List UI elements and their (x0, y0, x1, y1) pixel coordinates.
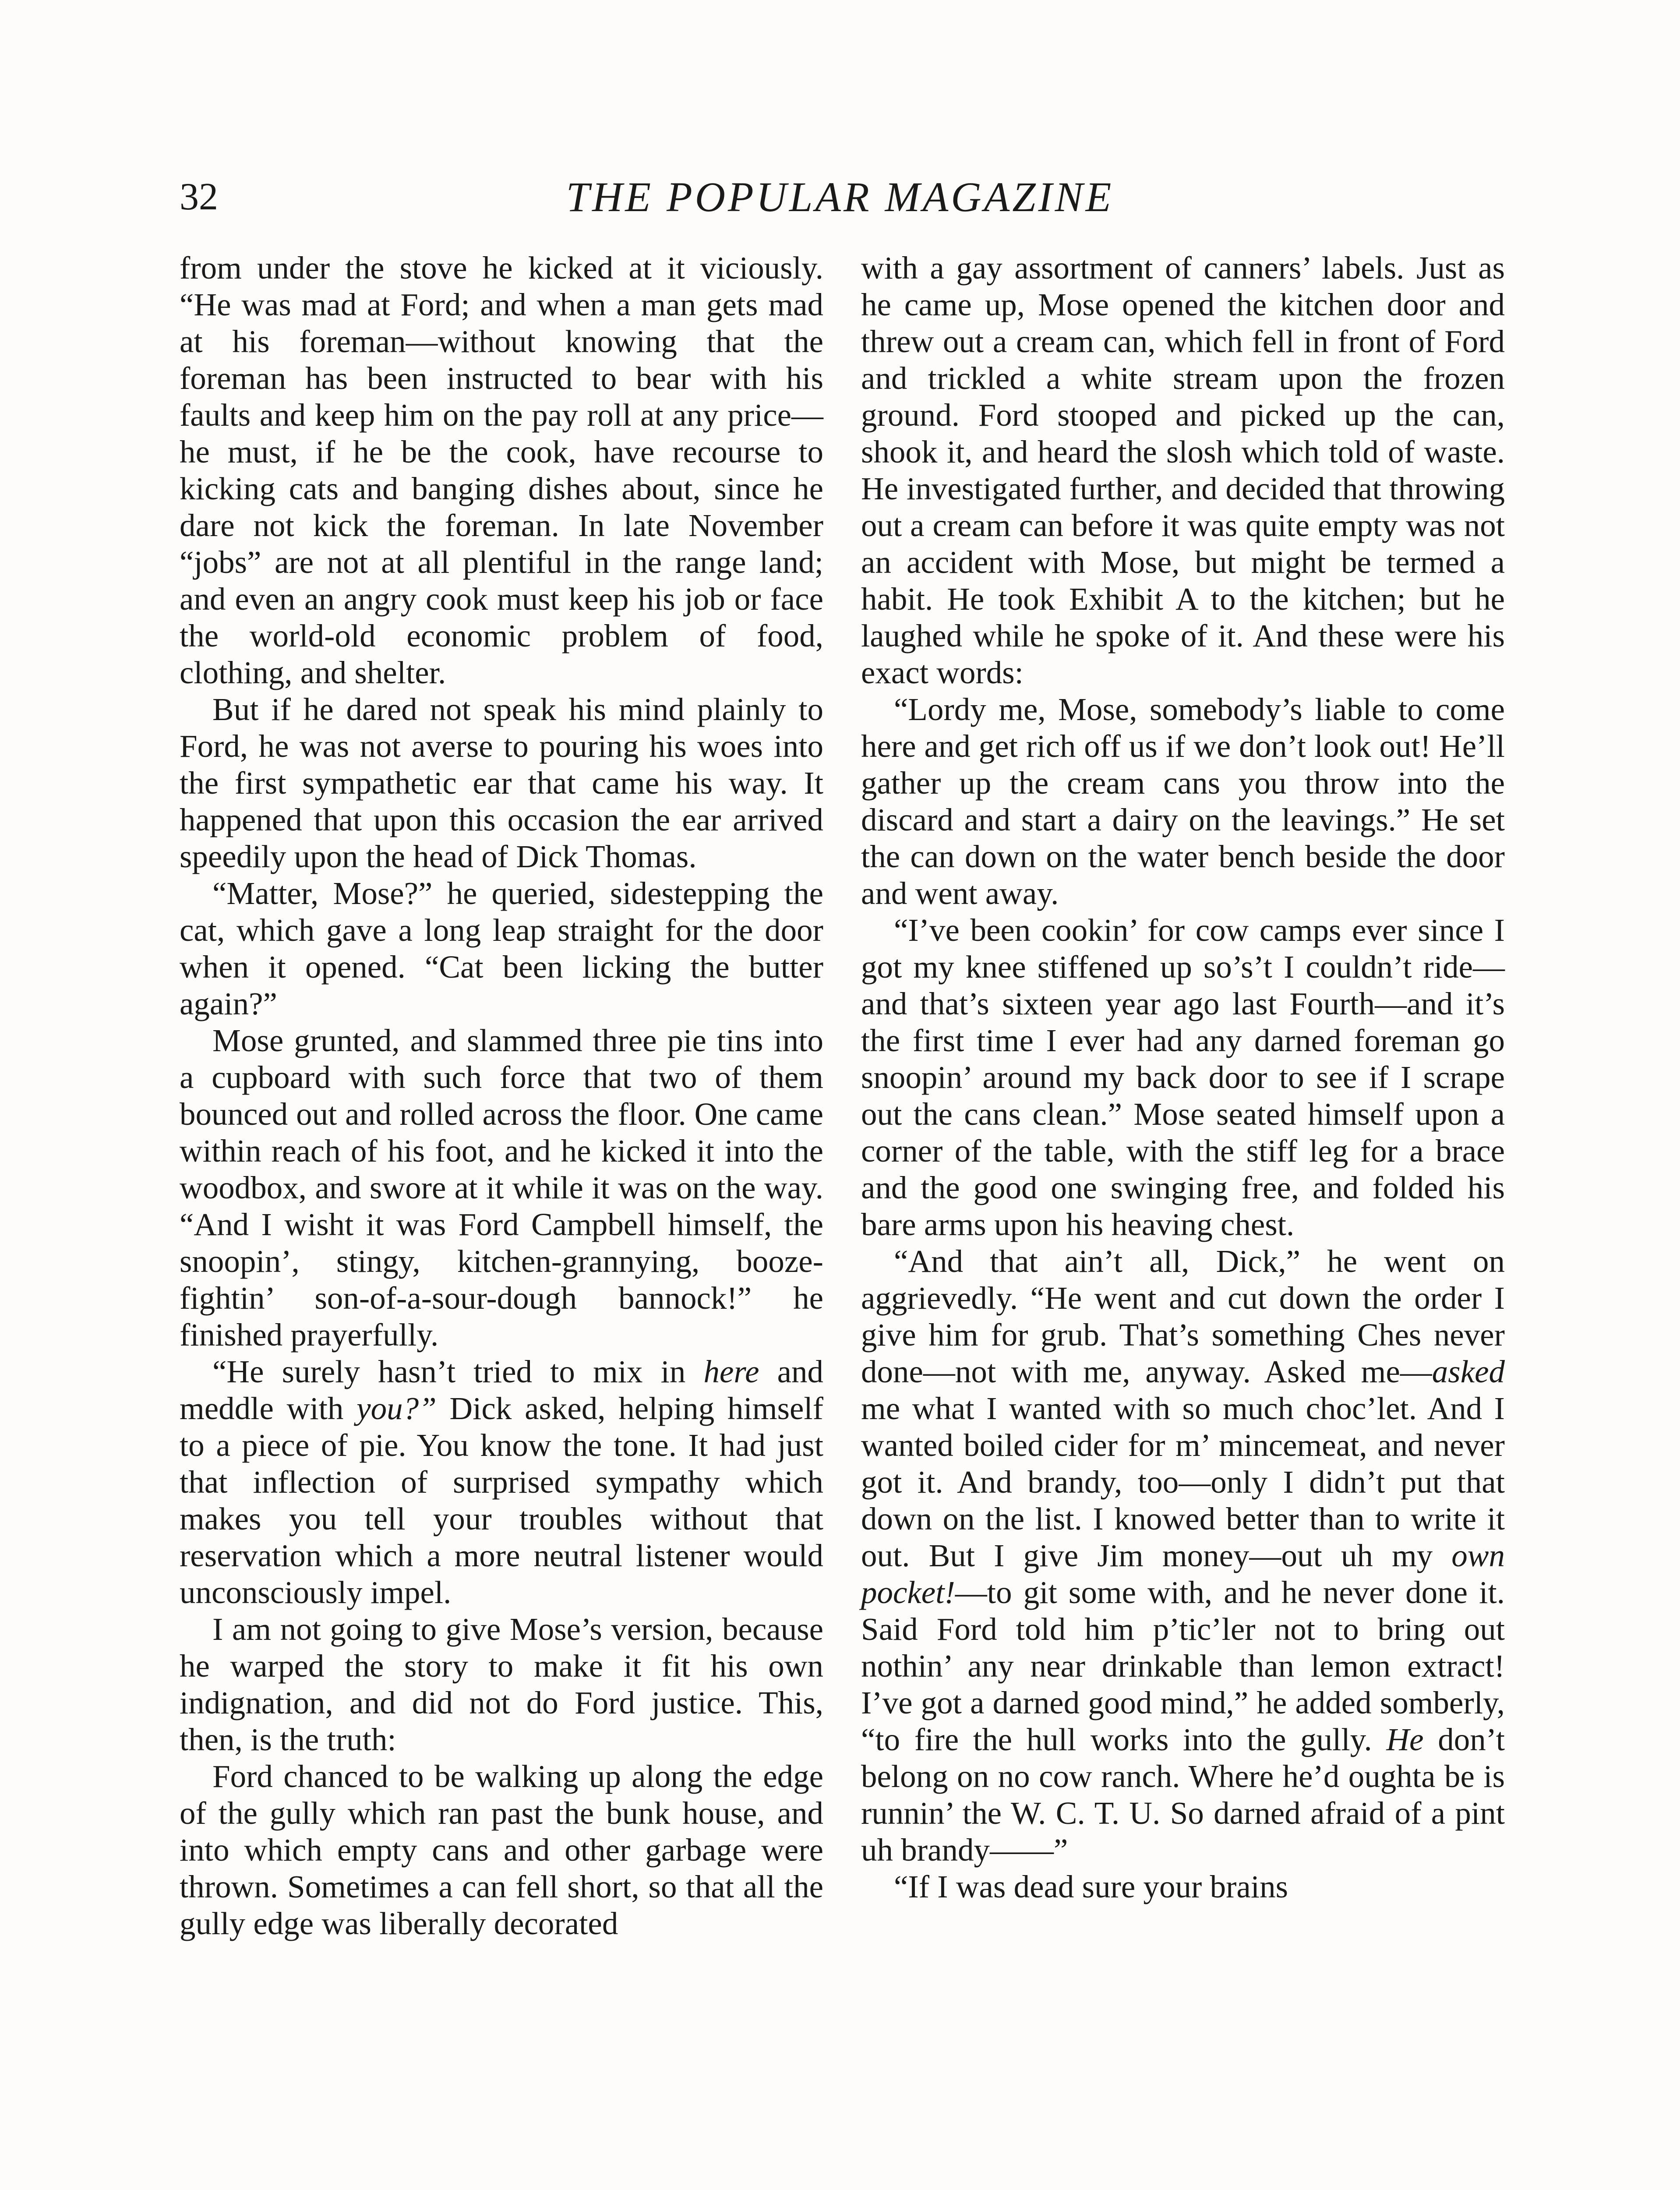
left-column (180, 250, 823, 1942)
text-run: —to git some with, and he never done it. Said Ford told him p’tic’ler not to bring out nothin’ any near drinkable than lemon extract! I’ve got a darned good mind,” he added somberly, “to fire the hull works into the gully. (861, 1575, 1505, 1757)
text-run: “And that ain’t all, Dick,” he went on aggrievedly. “He went and cut down the order I give him for grub. That’s something Ches never done—not with me, anyway. Asked me— (861, 1243, 1505, 1389)
page-header (180, 166, 1500, 228)
text-run: from under the stove he kicked at it viciously. “He was mad at Ford; and when a man gets mad at his foreman—without knowing that the foreman has been instructed to bear with his faults and keep him on the pay roll at any price—he must, if he be the cook, have recourse to kicking cats and banging dishes about, since he dare not kick the foreman. In late November “jobs” are not at all plentiful in the range land; and even an angry cook must keep his job or face the world-old economic problem of food, clothing, and shelter. (180, 250, 823, 690)
text-run: with a gay assortment of canners’ labels. Just as he came up, Mose opened the kitchen door and threw out a cream can, which fell in front of Ford and trickled a white stream upon the frozen ground. Ford stooped and picked up the can, shook it, and heard the slosh which told of waste. He investigated further, and decided that throwing out a cream can before it was quite empty was not an accident with Mose, but might be termed a habit. He took Exhibit A to the kitchen; but he laughed while he spoke of it. And these were his exact words: (861, 250, 1505, 690)
italic-text: here (703, 1354, 759, 1389)
page-number: 32 (180, 176, 218, 218)
paragraph (180, 250, 823, 691)
text-run: I am not going to give Mose’s version, because he warped the story to make it fit his own indignation, and did not do Ford justice. This, then, is the truth: (180, 1611, 823, 1757)
paragraph (180, 691, 823, 875)
text-run: “I’ve been cookin’ for cow camps ever since I got my knee stiffened up so’s’t I couldn’t ride—and that’s sixteen year ago last Fourth—and it’s the first time I ever had any darned foreman go snoopin’ around my back door to see if I scrape out the cans clean.” Mose seated himself upon a corner of the table, with the stiff leg for a brace and the good one swinging free, and folded his bare arms upon his heaving chest. (861, 912, 1505, 1242)
paragraph (180, 1022, 823, 1353)
italic-text: He (1386, 1722, 1424, 1757)
paragraph (180, 1353, 823, 1611)
text-run: Mose grunted, and slammed three pie tins into a cupboard with such force that two of them bounced out and rolled across the floor. One came within reach of his foot, and he kicked it into the woodbox, and swore at it while it was on the way. “And I wisht it was Ford Campbell himself, the snoopin’, stingy, kitchen-grannying, booze-fightin’ son-of-a-sour-dough bannock!” he finished prayerfully. (180, 1023, 823, 1353)
text-run: But if he dared not speak his mind plainly to Ford, he was not averse to pouring his woes into the first sympathetic ear that came his way. It happened that upon this occasion the ear arrived speedily upon the head of Dick Thomas. (180, 692, 823, 874)
running-head: THE POPULAR MAGAZINE (566, 173, 1114, 220)
paragraph (861, 912, 1505, 1243)
paragraph (861, 1869, 1505, 1905)
paragraph (180, 875, 823, 1022)
italic-text: asked (1432, 1354, 1505, 1389)
paragraph (861, 691, 1505, 912)
paragraph (861, 250, 1505, 691)
text-run: “He surely hasn’t tried to mix in (212, 1354, 704, 1389)
text-run: Ford chanced to be walking up along the edge of the gully which ran past the bunk house, and into which empty cans and other garbage were thrown. Sometimes a can fell short, so that all the gully edge was liberally decorated (180, 1759, 823, 1941)
paragraph (861, 1243, 1505, 1869)
text-run: don’t belong on no cow ranch. Where he’d oughta be is runnin’ the W. C. T. U. So darned afraid of a pint uh brandy——” (861, 1722, 1505, 1868)
text-run: “Matter, Mose?” he queried, sidestepping the cat, which gave a long leap straight for the door when it opened. “Cat been licking the butter again?” (180, 876, 823, 1021)
italic-text: own pocket! (861, 1538, 1505, 1610)
text-run: and meddle with (180, 1354, 824, 1426)
paragraph (180, 1611, 823, 1758)
text-run: me what I wanted with so much choc’let. And I wanted boiled cider for m’ mincemeat, and never got it. And brandy, too—only I didn’t put that down on the list. I knowed better than to write it out. But I give Jim money—out uh my (861, 1391, 1505, 1573)
italic-text: you?” (356, 1391, 437, 1426)
text-run: “If I was dead sure your brains (894, 1869, 1288, 1904)
paragraph (180, 1758, 823, 1942)
text-run: Dick asked, helping himself to a piece of pie. You know the tone. It had just that inflection of surprised sympathy which makes you tell your troubles without that reservation which a more neutral listener would unconsciously impel. (180, 1391, 823, 1610)
text-run: “Lordy me, Mose, somebody’s liable to come here and get rich off us if we don’t look out! He’ll gather up the cream cans you throw into the discard and start a dairy on the leavings.” He set the can down on the water bench beside the door and went away. (861, 692, 1505, 911)
right-column (861, 250, 1505, 1905)
